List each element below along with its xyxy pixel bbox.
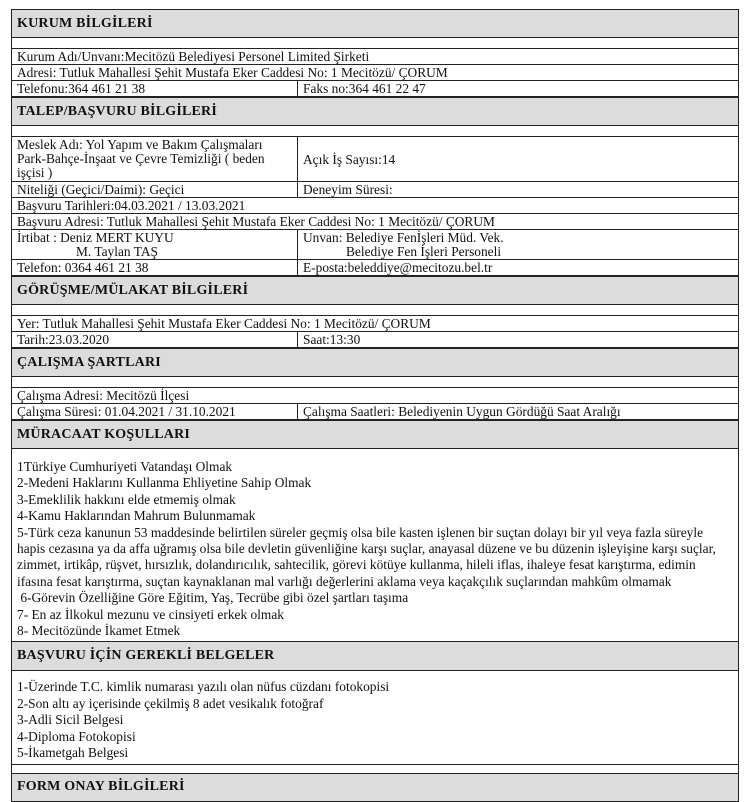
acik-is-sayisi: Açık İş Sayısı:14 bbox=[303, 151, 396, 167]
meslek-row bbox=[12, 136, 738, 182]
section-belgeler-title: BAŞVURU İÇİN GEREKLİ BELGELER bbox=[12, 642, 738, 671]
calisma-adresi: Çalışma Adresi: Mecitözü İlçesi bbox=[17, 388, 190, 403]
niteligi: Niteliği (Geçici/Daimi): Geçici bbox=[12, 182, 298, 197]
calisma-adres-row bbox=[12, 387, 738, 404]
muracaat-item: 4-Kamu Haklarından Mahrum Bulunmamak bbox=[17, 508, 256, 524]
muracaat-list bbox=[12, 449, 738, 642]
calisma-sure-row bbox=[12, 404, 738, 420]
deneyim-suresi: Deneyim Süresi: bbox=[303, 182, 393, 197]
muracaat-item: 7- En az İlkokul mezunu ve cinsiyeti erkek olmak bbox=[17, 606, 284, 622]
nitelik-row bbox=[12, 182, 738, 198]
irtibat-row bbox=[12, 230, 738, 260]
section-muracaat-title: MÜRACAAT KOŞULLARI bbox=[12, 420, 738, 449]
basvuru-tarihleri: Başvuru Tarihleri:04.03.2021 / 13.03.2021 bbox=[17, 198, 246, 213]
belge-item: 1-Üzerinde T.C. kimlik numarası yazılı olan nüfus cüzdanı fotokopisi bbox=[17, 679, 390, 695]
kurum-telefon-row bbox=[12, 81, 738, 97]
calisma-saatleri: Çalışma Saatleri: Belediyenin Uygun Gördüğü Saat Aralığı bbox=[303, 404, 621, 419]
section-talep-title: TALEP/BAŞVURU BİLGİLERİ bbox=[12, 97, 738, 126]
unvan-line-2: Belediye Fen İşleri Personeli bbox=[346, 244, 502, 259]
kurum-adi-row bbox=[12, 48, 738, 65]
kurum-adi: Kurum Adı/Unvanı:Mecitözü Belediyesi Personel Limited Şirketi bbox=[17, 49, 370, 64]
muracaat-item: 8- Mecitözünde İkamet Etmek bbox=[17, 623, 181, 639]
kurum-telefon: Telefonu:364 461 21 38 bbox=[12, 81, 298, 96]
talep-telefon: Telefon: 0364 461 21 38 bbox=[12, 260, 298, 275]
unvan-line-1: Unvan: Belediye Fenİşleri Müd. Vek. bbox=[303, 230, 504, 245]
kurum-faks: Faks no:364 461 22 47 bbox=[303, 81, 426, 96]
muracaat-item: 3-Emeklilik hakkını elde etmemiş olmak bbox=[17, 491, 236, 507]
belgeler-list bbox=[12, 671, 738, 764]
irtibat-line-1: İrtibat : Deniz MERT KUYU bbox=[17, 230, 174, 245]
muracaat-item: 1Türkiye Cumhuriyeti Vatandaşı Olmak bbox=[17, 459, 233, 474]
belge-item: 5-İkametgah Belgesi bbox=[17, 745, 129, 761]
gorusme-tarih: Tarih:23.03.2020 bbox=[12, 332, 298, 347]
section-gorusme-title: GÖRÜŞME/MÜLAKAT BİLGİLERİ bbox=[12, 276, 738, 305]
kurum-adres: Adresi: Tutluk Mahallesi Şehit Mustafa Eker Caddesi No: 1 Mecitözü/ ÇORUM bbox=[17, 65, 448, 80]
kurum-adres-row bbox=[12, 65, 738, 81]
calisma-suresi: Çalışma Süresi: 01.04.2021 / 31.10.2021 bbox=[12, 404, 298, 419]
belge-item: 4-Diploma Fotokopisi bbox=[17, 728, 136, 744]
muracaat-item: 5-Türk ceza kanunun 53 maddesinde belirtilen süreler geçmiş olsa bile kasten işlenen bir suçtan dolayı bir yıl veya fazla süreyle hapis cezasına ya da affa uğramış olsa bile devletin güvenliğine karşı suçlar, anayasal düzene ve bu düzenin işleyişine karşı suçlar, zimmet, irtikâp, rüşvet, hırsızlık, dolandırıcılık, sahtecilik, görevi kötüye kullanma, hileli iflas, ihaleye fesat karıştırma, edimin ifasına fesat karıştırma, suçtan kaynaklanan mal varlığı değerlerini aklama veya kaçakçılık suçlarından mahkûm olmamak bbox=[17, 524, 716, 589]
irtibat bbox=[12, 230, 298, 259]
belge-item: 2-Son altı ay içerisinde çekilmiş 8 adet vesikalık fotoğraf bbox=[17, 695, 324, 711]
meslek-adi: Meslek Adı: Yol Yapım ve Bakım Çalışmaları Park-Bahçe-İnşaat ve Çevre Temizliği ( beden işçisi ) bbox=[12, 137, 298, 181]
gorusme-yer-row bbox=[12, 315, 738, 332]
belge-item: 3-Adli Sicil Belgesi bbox=[17, 712, 124, 728]
gorusme-yer: Yer: Tutluk Mahallesi Şehit Mustafa Eker Caddesi No: 1 Mecitözü/ ÇORUM bbox=[17, 316, 431, 331]
basvuru-adresi-row bbox=[12, 214, 738, 230]
application-form bbox=[11, 9, 739, 802]
section-kurum-title: KURUM BİLGİLERİ bbox=[12, 9, 738, 38]
irtibat-line-2: M. Taylan TAŞ bbox=[76, 244, 158, 259]
gorusme-tarih-row bbox=[12, 332, 738, 348]
basvuru-adresi: Başvuru Adresi: Tutluk Mahallesi Şehit Mustafa Eker Caddesi No: 1 Mecitözü/ ÇORUM bbox=[17, 214, 495, 229]
muracaat-item: 6-Görevin Özelliğine Göre Eğitim, Yaş, Tecrübe gibi özel şartları taşıma bbox=[17, 590, 409, 606]
unvan bbox=[298, 230, 509, 259]
muracaat-item: 2-Medeni Haklarını Kullanma Ehliyetine Sahip Olmak bbox=[17, 475, 312, 491]
section-calisma-title: ÇALIŞMA ŞARTLARI bbox=[12, 348, 738, 377]
basvuru-tarihleri-row bbox=[12, 198, 738, 214]
eposta: E-posta:beleddiye@mecitozu.bel.tr bbox=[303, 260, 493, 275]
gorusme-saat: Saat:13:30 bbox=[303, 332, 361, 347]
section-form-onay-title: FORM ONAY BİLGİLERİ bbox=[12, 773, 738, 802]
iletisim-row bbox=[12, 260, 738, 276]
